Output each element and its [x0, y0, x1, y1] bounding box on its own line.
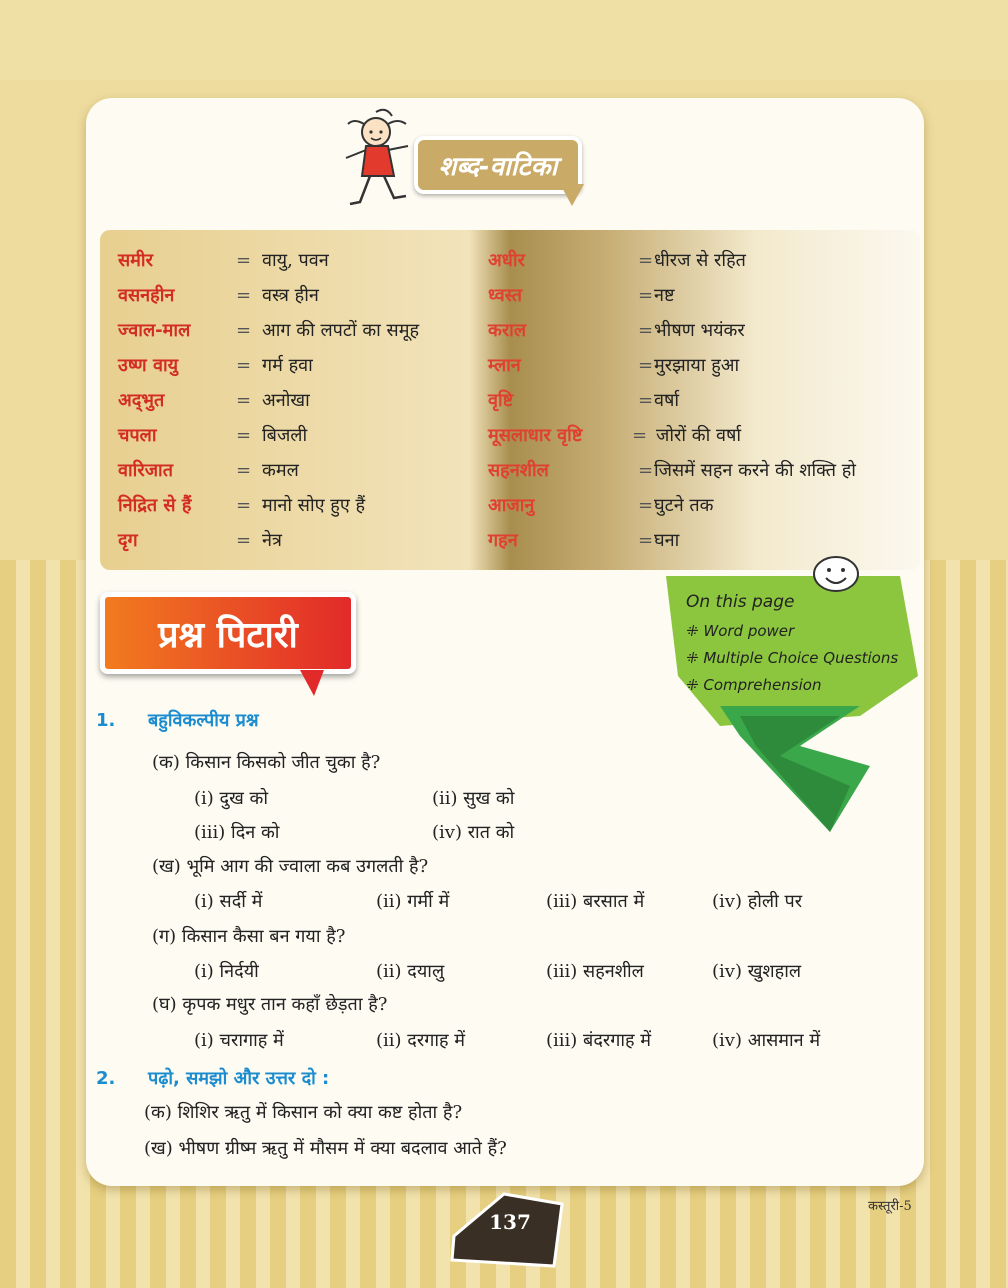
vocab-equals: = [236, 355, 252, 376]
vocab-row [118, 384, 164, 418]
vocab-term: अधीर [488, 250, 525, 271]
vocab-meaning: घना [654, 530, 680, 551]
option: (iv) रात को [432, 822, 515, 843]
option: (iv) होली पर [712, 891, 803, 912]
vocab-equals: = [638, 250, 654, 271]
vocab-equals: = [638, 355, 654, 376]
on-this-page-box [686, 592, 916, 699]
vocab-meaning: जिसमें सहन करने की शक्ति हो [654, 460, 856, 481]
vocab-meaning: मुरझाया हुआ [654, 355, 740, 376]
option: (iii) बंदरगाह में [546, 1030, 652, 1051]
vocab-term: सहनशील [488, 460, 549, 481]
vocab-term: गहन [488, 530, 518, 551]
question-heading: पढ़ो, समझो और उत्तर दो : [148, 1068, 330, 1089]
vocab-equals: = [236, 495, 252, 516]
on-this-page-item [686, 618, 916, 645]
vocab-equals: = [236, 285, 252, 306]
page-number: 137 [489, 1210, 531, 1234]
vocab-term: ज्वाल-माल [118, 320, 191, 341]
vocab-meaning: गर्म हवा [262, 355, 313, 376]
option: (i) सर्दी में [194, 891, 263, 912]
vocab-meaning: धीरज से रहित [654, 250, 746, 271]
question-kha: (ख) भूमि आग की ज्वाला कब उगलती है? [152, 856, 429, 877]
option: (ii) दयालु [376, 961, 445, 982]
top-band [0, 0, 1008, 80]
vocab-row [118, 349, 178, 383]
vocab-term: समीर [118, 250, 153, 271]
bullet-icon: ⁜ [686, 676, 699, 694]
vocab-term: वसनहीन [118, 285, 175, 306]
vocab-row [118, 454, 173, 488]
vocab-meaning: वस्त्र हीन [262, 285, 319, 306]
vocab-equals: = [236, 390, 252, 411]
vocab-equals: = [638, 460, 654, 481]
option: (ii) सुख को [432, 788, 515, 809]
question-banner-tail [300, 670, 324, 696]
question-ga: (ग) किसान कैसा बन गया है? [152, 926, 346, 947]
vocab-term: मूसलाधार वृष्टि [488, 425, 583, 446]
question-ka: (क) किसान किसको जीत चुका है? [152, 752, 381, 773]
option: (iv) आसमान में [712, 1030, 821, 1051]
vocab-meaning: वायु, पवन [262, 250, 329, 271]
option: (ii) गर्मी में [376, 891, 450, 912]
on-this-page-item-label: Comprehension [703, 676, 822, 694]
option: (i) निर्दयी [194, 961, 259, 982]
option: (iv) खुशहाल [712, 961, 802, 982]
option: (iii) सहनशील [546, 961, 644, 982]
vocab-meaning: कमल [262, 460, 299, 481]
option: (iii) बरसात में [546, 891, 645, 912]
bullet-icon: ⁜ [686, 649, 699, 667]
vocab-meaning: जोरों की वर्षा [656, 425, 742, 446]
vocab-term: उष्ण वायु [118, 355, 179, 376]
vocab-equals: = [638, 390, 654, 411]
on-this-page-item [686, 672, 916, 699]
vocab-meaning: मानो सोए हुए हैं [262, 495, 366, 516]
vocab-term: दृग [118, 530, 138, 551]
option: (ii) दरगाह में [376, 1030, 466, 1051]
vocab-row [118, 489, 191, 523]
vocab-equals: = [236, 460, 252, 481]
smiley-face-icon [806, 550, 866, 596]
vocab-row [118, 419, 157, 453]
on-this-page-item-label: Multiple Choice Questions [703, 649, 899, 667]
question-box-banner: प्रश्न पिटारी [100, 592, 356, 674]
vocab-equals: = [236, 320, 252, 341]
vocab-term: वृष्टि [488, 390, 514, 411]
vocab-meaning: वर्षा [654, 390, 680, 411]
on-this-page-item [686, 645, 916, 672]
vocab-equals: = [236, 530, 252, 551]
on-this-page-heading: On this page [686, 592, 795, 612]
vocab-row [118, 244, 153, 278]
vocab-meaning: नष्ट [654, 285, 675, 306]
vocab-term: कराल [488, 320, 527, 341]
vocab-row [118, 524, 138, 558]
question-number: 1. [96, 710, 116, 731]
vocab-meaning: आग की लपटों का समूह [262, 320, 420, 341]
vocab-term: वारिजात [118, 460, 173, 481]
vocab-equals: = [236, 425, 252, 446]
book-name: कस्तूरी-5 [868, 1199, 912, 1214]
vocab-meaning: बिजली [262, 425, 308, 446]
option: (i) दुख को [194, 788, 269, 809]
vocab-term: निद्रित से हैं [118, 495, 192, 516]
vocab-equals: = [236, 250, 252, 271]
vocab-term: अद्‌भुत [118, 390, 165, 411]
vocab-meaning: अनोखा [262, 390, 310, 411]
question-heading: बहुविकल्पीय प्रश्न [148, 710, 259, 731]
vocab-term: आजानु [488, 495, 535, 516]
bullet-icon: ⁜ [686, 622, 699, 640]
vocab-equals: = [638, 495, 654, 516]
vocab-meaning: नेत्र [262, 530, 282, 551]
vocab-equals: = [632, 425, 648, 446]
vocab-equals: = [638, 530, 654, 551]
vocab-equals: = [638, 285, 654, 306]
vocab-row [118, 314, 190, 348]
option: (iii) दिन को [194, 822, 280, 843]
question-number: 2. [96, 1068, 116, 1089]
vocab-term: म्लान [488, 355, 521, 376]
vocab-row [118, 279, 174, 313]
question-gha: (घ) कृपक मधुर तान कहाँ छेड़ता है? [152, 994, 388, 1015]
vocab-term: चपला [118, 425, 157, 446]
question-ka: (क) शिशिर ऋतु में किसान को क्या कष्ट होता है? [144, 1102, 463, 1123]
vocab-equals: = [638, 320, 654, 341]
vocab-term: ध्वस्त [488, 285, 523, 306]
vocab-meaning: भीषण भयंकर [654, 320, 745, 341]
running-girl-illustration [336, 106, 416, 210]
question-kha: (ख) भीषण ग्रीष्म ऋतु में मौसम में क्या बदलाव आते हैं? [144, 1138, 507, 1159]
section-title-vocabulary: शब्द-वाटिका [414, 136, 582, 194]
title-bubble-tail [560, 184, 584, 206]
vocab-meaning: घुटने तक [654, 495, 714, 516]
on-this-page-item-label: Word power [703, 622, 795, 640]
option: (i) चरागाह में [194, 1030, 284, 1051]
